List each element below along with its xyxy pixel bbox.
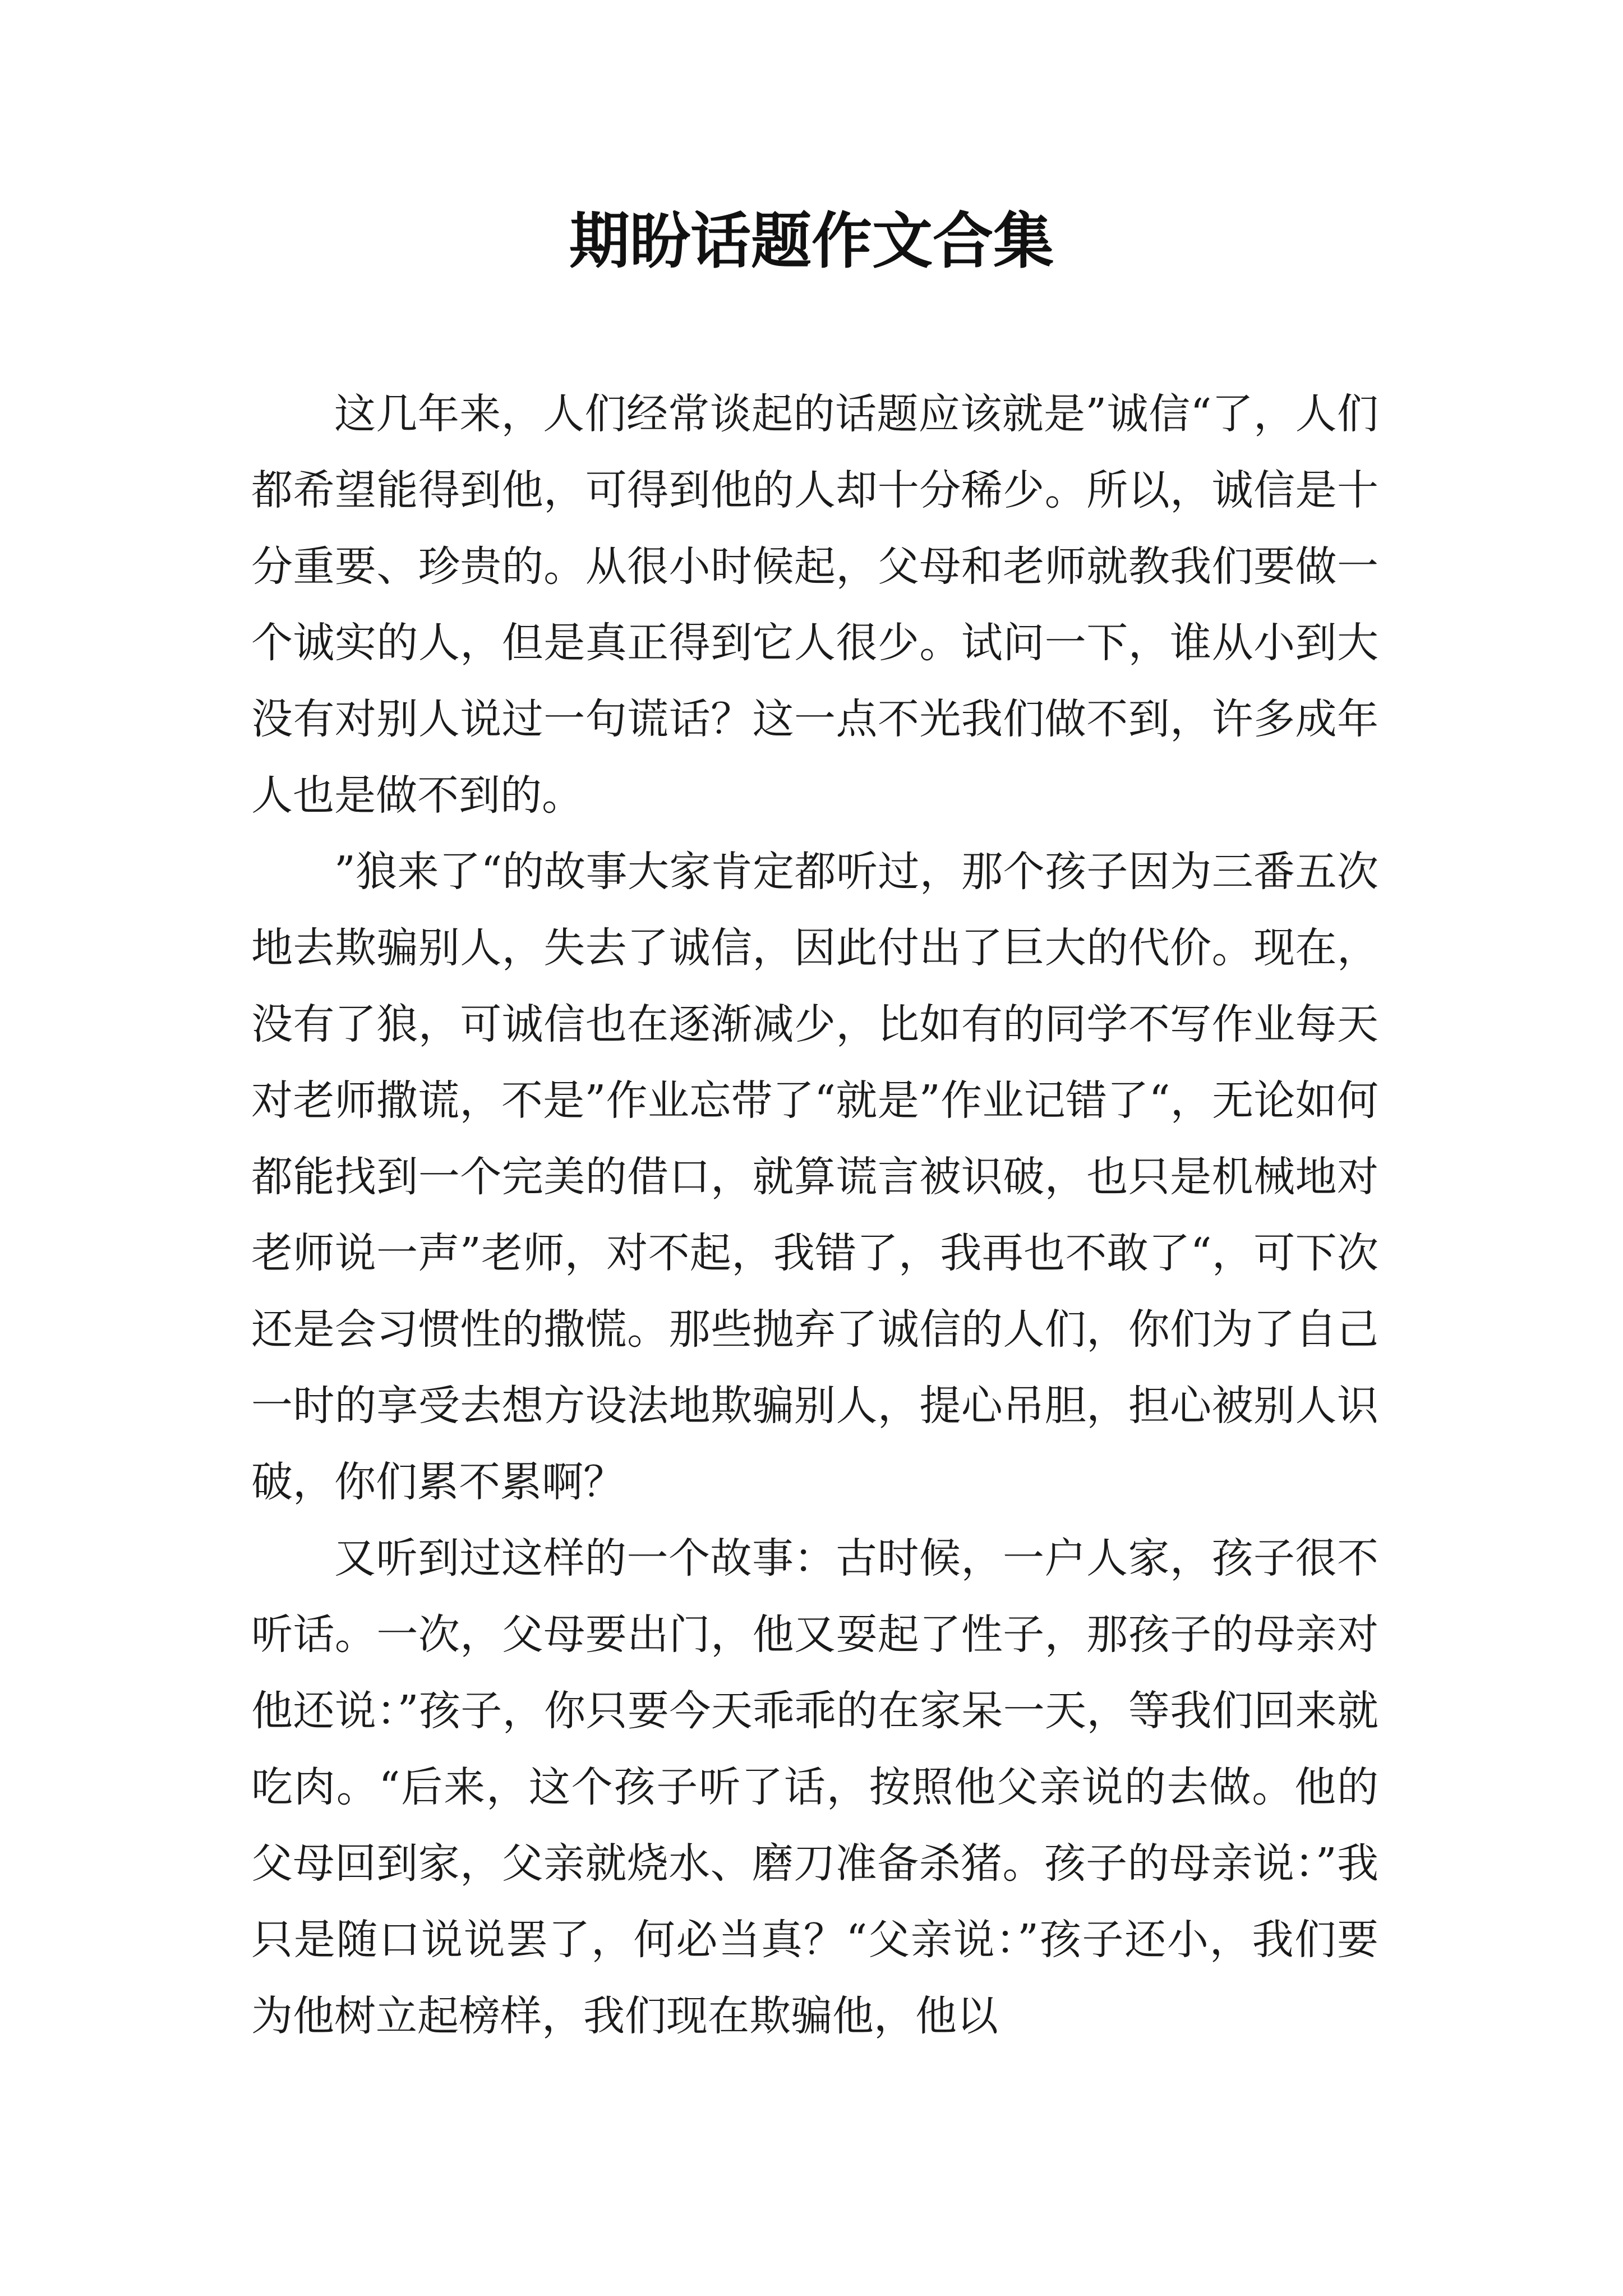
paragraph-2: ”狼来了“的故事大家肯定都听过，那个孩子因为三番五次地去欺骗别人，失去了诚信，因此付出了巨大的代价。现在，没有了狼，可诚信也在逐渐减少，比如有的同学不写作业每天对老师撒谎，不是”作业忘带了“就是”作业记错了“，无论如何都能找到一个完美的借口，就算谎言被识破，也只是机械地对老师说一声”老师，对不起，我错了，我再也不敢了“，可下次还是会习惯性的撒慌。那些抛弃了诚信的人们，你们为了自己一时的享受去想方设法地欺骗别人，提心吊胆，担心被别人识破，你们累不累啊？ [251, 848, 1378, 1506]
document-body [251, 376, 1378, 2054]
paragraph-1: 这几年来，人们经常谈起的话题应该就是”诚信“了，人们都希望能得到他，可得到他的人却十分稀少。所以，诚信是十分重要、珍贵的。从很小时候起，父母和老师就教我们要做一个诚实的人，但是真正得到它人很少。试问一下，谁从小到大没有对别人说过一句谎话？这一点不光我们做不到，许多成年人也是做不到的。 [251, 390, 1378, 820]
paragraph-3: 又听到过这样的一个故事：古时候，一户人家，孩子很不听话。一次，父母要出门，他又耍起了性子，那孩子的母亲对他还说：”孩子，你只要今天乖乖的在家呆一天，等我们回来就吃肉。“后来，这个孩子听了话，按照他父亲说的去做。他的父母回到家，父亲就烧水、磨刀准备杀猪。孩子的母亲说：”我只是随口说说罢了，何必当真？“父亲说：”孩子还小，我们要为他树立起榜样，我们现在欺骗他，他以 [251, 1534, 1378, 2040]
document-title: 期盼话题作文合集 [569, 206, 1054, 277]
